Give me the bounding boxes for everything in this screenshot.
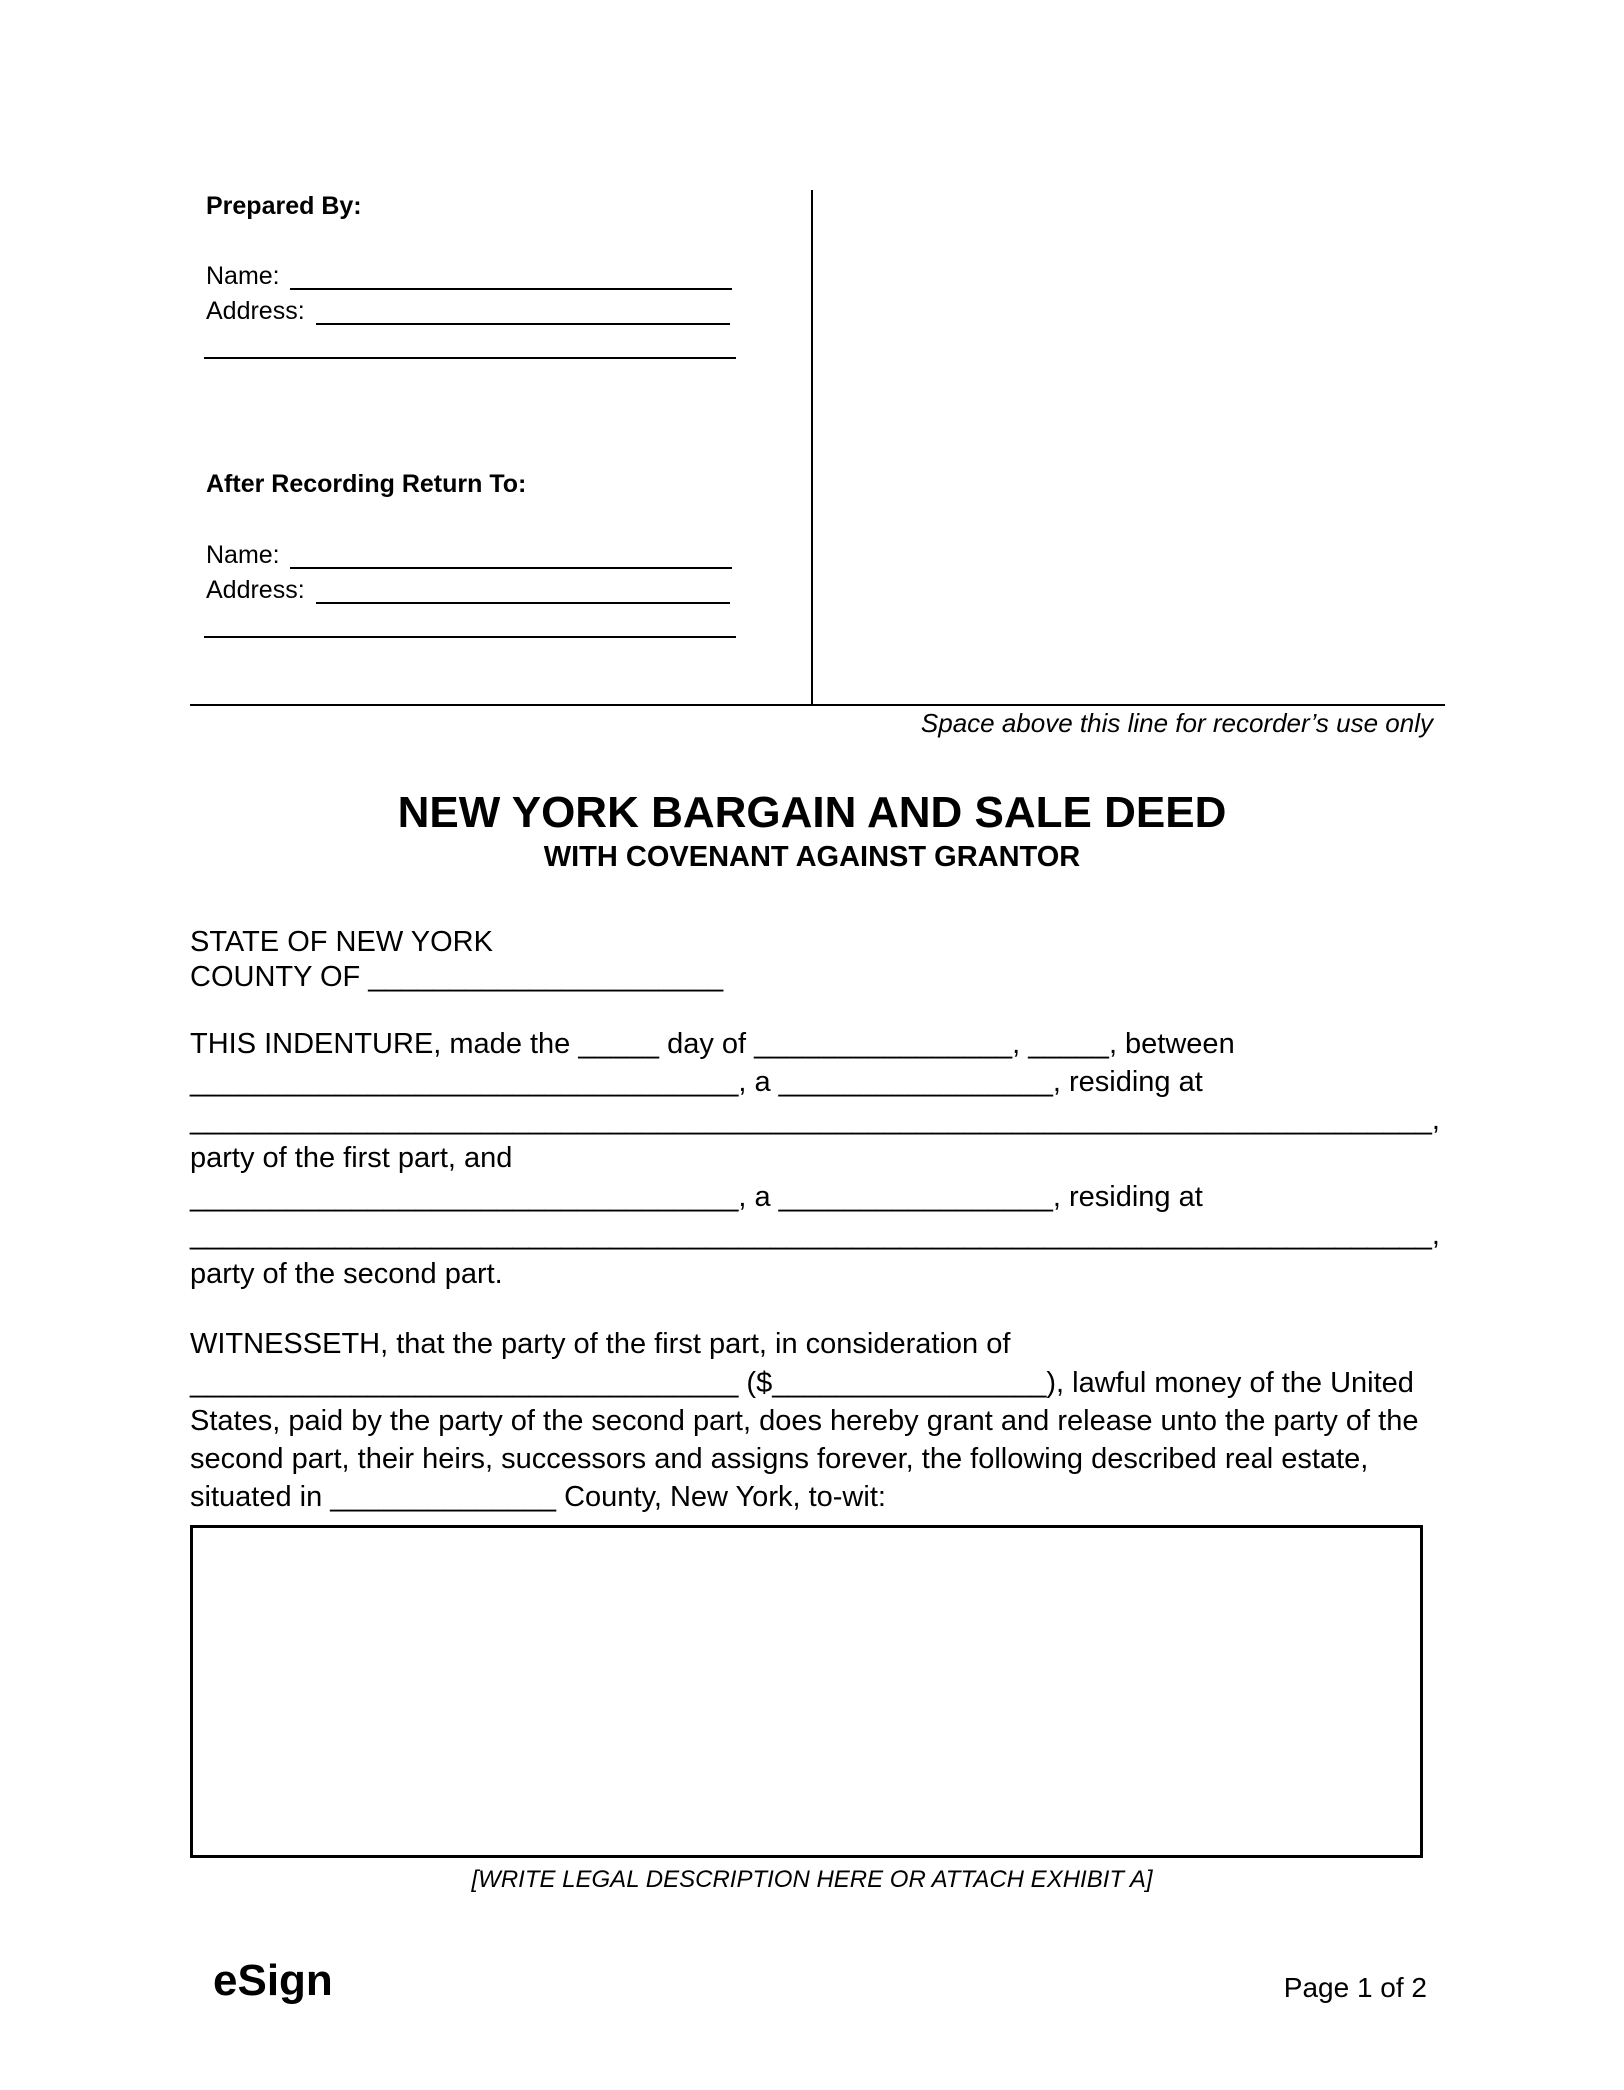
prepared-by-address-field-2[interactable] [204, 357, 736, 359]
legal-description-note: [WRITE LEGAL DESCRIPTION HERE OR ATTACH EXHIBIT A] [471, 1866, 1153, 1893]
indenture-line-2: __________________________________, a _________________, residing at [190, 1066, 1203, 1098]
prepared-by-address-label: Address: [206, 297, 305, 325]
prepared-by-heading: Prepared By: [206, 192, 362, 220]
prepared-by-address-field[interactable] [316, 323, 730, 325]
witnesseth-line-4: second part, their heirs, successors and assigns forever, the following described real estate, [190, 1443, 1369, 1475]
indenture-line-4: party of the first part, and [190, 1142, 513, 1174]
witnesseth-line-3: States, paid by the party of the second part, does hereby grant and release unto the party of the [190, 1405, 1419, 1437]
indenture-line-3: _____________________________________________________________________________, [190, 1104, 1440, 1136]
witnesseth-line-1: WITNESSETH, that the party of the first part, in consideration of [190, 1328, 1011, 1360]
recorder-note: Space above this line for recorder’s use only [920, 708, 1433, 738]
witnesseth-line-5: situated in ______________ County, New York, to-wit: [190, 1481, 886, 1513]
esign-logo: eSign [213, 1956, 333, 2005]
venue-county: COUNTY OF ______________________ [190, 961, 724, 993]
return-to-name-field[interactable] [290, 567, 732, 569]
indenture-line-7: party of the second part. [190, 1258, 503, 1290]
return-to-heading: After Recording Return To: [206, 470, 527, 498]
return-to-name-label: Name: [206, 541, 280, 569]
recorder-divider-horizontal [190, 704, 1445, 706]
prepared-by-name-label: Name: [206, 262, 280, 290]
witnesseth-line-2: __________________________________ ($_________________), lawful money of the United [190, 1367, 1414, 1399]
legal-description-box[interactable] [190, 1525, 1423, 1858]
return-to-address-label: Address: [206, 576, 305, 604]
page-number: Page 1 of 2 [1283, 1972, 1427, 2003]
venue-state: STATE OF NEW YORK [190, 926, 493, 958]
indenture-line-6: _____________________________________________________________________________, [190, 1219, 1440, 1251]
document-title: NEW YORK BARGAIN AND SALE DEED [397, 788, 1227, 837]
return-to-address-field[interactable] [316, 602, 730, 604]
recorder-divider-vertical [811, 190, 813, 706]
document-subtitle: WITH COVENANT AGAINST GRANTOR [543, 841, 1081, 873]
indenture-line-5: __________________________________, a _________________, residing at [190, 1181, 1203, 1213]
prepared-by-name-field[interactable] [290, 288, 732, 290]
indenture-line-1: THIS INDENTURE, made the _____ day of ________________, _____, between [190, 1028, 1235, 1060]
return-to-address-field-2[interactable] [204, 636, 736, 638]
